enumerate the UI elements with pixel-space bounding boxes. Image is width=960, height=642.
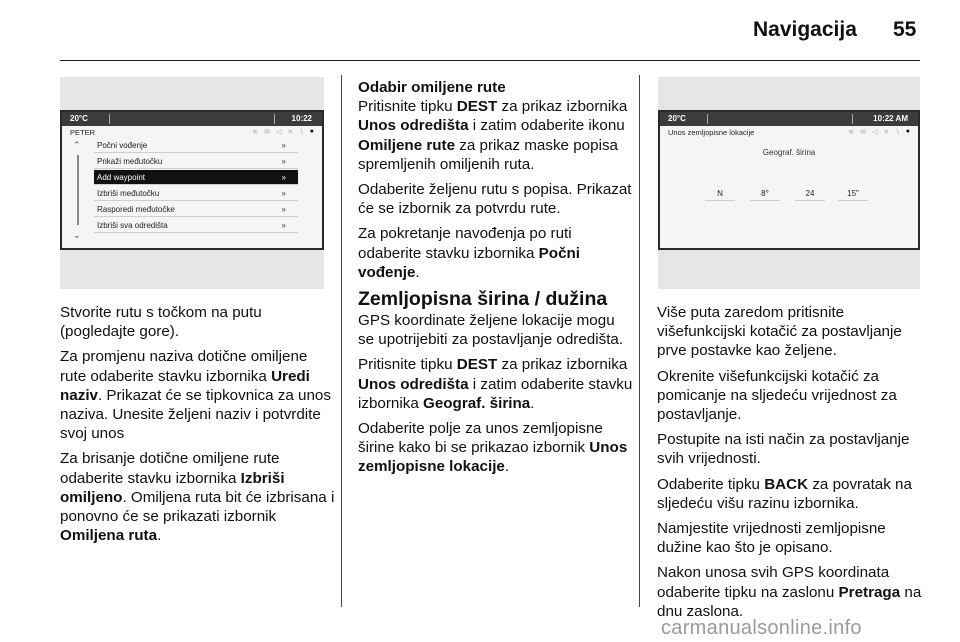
text: Pritisnite tipku (358, 356, 457, 374)
paragraph (60, 347, 335, 443)
menu-item[interactable] (94, 154, 298, 169)
menu-item[interactable] (94, 202, 298, 217)
status-icons (252, 128, 314, 136)
text: Odaberite polje za unos zemljopisne širine kako bi se prikazao izbornik (358, 420, 603, 457)
menu-item[interactable] (94, 218, 298, 233)
navigation-icon: ● (309, 128, 314, 135)
menu-term: Unos zemljopisne lokacije (358, 439, 628, 476)
screen-title: Unos zemljopisne lokacije (668, 128, 755, 137)
menu-item[interactable] (94, 186, 298, 201)
chevron-right-icon: » (281, 157, 286, 166)
paragraph (358, 97, 633, 174)
paragraph (657, 303, 925, 361)
key-term: DEST (456, 98, 498, 116)
text: Pritisnite tipku (358, 98, 457, 116)
section-heading: Zemljopisna širina / dužina (358, 288, 608, 311)
paragraph (358, 419, 633, 477)
menu-term: Geograf. širina (423, 394, 531, 412)
text: . (157, 527, 162, 545)
coordinate-field-hemisphere[interactable]: N (705, 189, 735, 201)
text: Za brisanje dotične omiljene rute odaberite stavku izbornika (60, 450, 280, 487)
menu-term: Izbriši omiljeno (60, 469, 285, 506)
text: na dnu zaslona. (657, 583, 922, 620)
column-2 (358, 78, 633, 483)
paragraph (358, 180, 633, 218)
paragraph (358, 224, 633, 282)
paragraph (657, 563, 925, 621)
phone-crossed-icon: ✕ (883, 129, 890, 136)
text: Za promjenu naziva dotične omiljene rute odaberite stavku izbornika (60, 348, 308, 385)
menu-item-label: Prikaži međutočku (97, 157, 163, 166)
coordinate-field-minutes[interactable]: 24 (795, 189, 825, 201)
menu-term: Uredi naziv (60, 367, 310, 404)
text: i zatim odaberite stavku izbornika (358, 375, 633, 412)
infotainment-screen-menu (60, 110, 324, 250)
status-bar (62, 112, 322, 126)
text: i zatim odaberite ikonu (468, 117, 625, 135)
menu-item-label: Rasporedi međutočke (97, 205, 175, 214)
text: Odaberite željenu rutu s popisa. Prikazat će se izbornik za potvrdu rute. (358, 181, 632, 218)
paragraph (358, 355, 633, 413)
menu-term: Počni vođenje (358, 244, 581, 281)
menu-item-label: Izbriši međutočku (97, 189, 160, 198)
mute-icon: ∖ (299, 129, 304, 136)
menu-term: Unos odredišta (358, 375, 469, 393)
screenshot-panel-menu (60, 77, 324, 289)
menu-term: Omiljena ruta (60, 527, 158, 545)
text: . (530, 394, 535, 412)
menu-term: Omiljene rute (358, 136, 456, 154)
status-separator (707, 114, 708, 124)
text: Odaberite tipku (657, 475, 765, 493)
clock-readout: 10:22 AM (873, 114, 908, 123)
text: Namjestite vrijednosti zemljopisne dužine kao što je opisano. (657, 520, 886, 557)
coordinate-field-degrees[interactable]: 8° (750, 189, 780, 201)
temperature-readout: 20°C (70, 114, 88, 123)
text: za prikaz izbornika (497, 98, 628, 116)
text: Postupite na isti način za postavljanje svih vrijednosti. (657, 431, 910, 468)
paragraph (657, 475, 925, 513)
column-divider-2 (639, 75, 640, 607)
page-number: 55 (893, 18, 917, 41)
status-separator (852, 114, 853, 124)
paragraph (60, 449, 335, 545)
infotainment-screen-coordinates (658, 110, 920, 250)
scroll-up-icon[interactable]: ⌃ (73, 140, 81, 150)
column-1 (60, 303, 335, 551)
scroll-down-icon[interactable]: ⌄ (73, 230, 81, 240)
menu-term: Unos odredišta (358, 117, 469, 135)
chevron-right-icon: » (281, 189, 286, 198)
key-term: BACK (764, 475, 809, 493)
page-header-title: Navigacija (753, 18, 857, 41)
text: za prikaz maske popisa spremljenih omiljenih ruta. (358, 136, 618, 173)
status-icons (848, 128, 910, 136)
paragraph (358, 311, 633, 349)
text: za prikaz izbornika (497, 356, 628, 374)
message-icon: ✉ (860, 129, 867, 136)
text: Više puta zaredom pritisnite višefunkcijski kotačić za postavljanje prve postavke kao željene. (657, 304, 902, 360)
screen-title: PETER (70, 128, 96, 137)
volume-icon: ◁ (276, 129, 282, 136)
chevron-right-icon: » (281, 205, 286, 214)
wifi-icon: ≋ (252, 129, 259, 136)
column-3 (657, 303, 925, 627)
volume-icon: ◁ (872, 129, 878, 136)
screenshot-panel-coordinates (658, 77, 920, 289)
text: . Prikazat će se tipkovnica za unos naziva. Unesite željeni naziv i potvrdite svoj unos (60, 386, 331, 443)
text: Nakon unosa svih GPS koordinata odaberite tipku na zaslonu (657, 564, 890, 601)
text: . Omiljena ruta bit će izbrisana i ponovno će se prikazati izbornik (60, 488, 335, 526)
coordinate-field-seconds[interactable]: 15" (838, 189, 868, 201)
status-separator (274, 114, 275, 124)
chevron-right-icon: » (281, 173, 286, 182)
chevron-right-icon: » (281, 141, 286, 150)
text: za povratak na sljedeću višu razinu izbornika. (657, 475, 912, 512)
coordinate-label: Geograf. širina (762, 148, 816, 157)
mute-icon: ∖ (895, 129, 900, 136)
message-icon: ✉ (264, 129, 271, 136)
navigation-icon: ● (905, 128, 910, 135)
menu-item[interactable] (94, 138, 298, 153)
status-bar (660, 112, 918, 126)
chevron-right-icon: » (281, 221, 286, 230)
text: GPS koordinate željene lokacije mogu se upotrijebiti za postavljanje odredišta. (358, 312, 624, 349)
key-term: DEST (456, 356, 498, 374)
key-term: Pretraga (838, 583, 901, 601)
paragraph (60, 303, 335, 341)
text: . (504, 458, 510, 476)
wifi-icon: ≋ (848, 129, 855, 136)
scrollbar[interactable] (77, 155, 79, 225)
header-rule (60, 60, 920, 61)
menu-item-label: Počni vođenje (97, 141, 148, 150)
text: . (415, 263, 420, 281)
subheading: Odabir omiljene rute (358, 79, 506, 96)
menu-item-label: Izbriši sva odredišta (97, 221, 168, 230)
paragraph (657, 367, 925, 425)
paragraph (657, 430, 925, 468)
status-separator (109, 114, 110, 124)
column-divider-1 (341, 75, 342, 607)
menu-item-label: Add waypoint (97, 173, 146, 182)
paragraph (657, 519, 925, 557)
temperature-readout: 20°C (668, 114, 686, 123)
watermark: carmanualsonline.info (661, 617, 862, 639)
text: Okrenite višefunkcijski kotačić za pomicanje na sljedeću vrijednost za postavljanje. (657, 367, 897, 424)
text: Za pokretanje navođenja po ruti odaberite stavku izbornika (358, 225, 572, 262)
clock-readout: 10:22 (291, 114, 312, 123)
menu-item[interactable] (94, 170, 298, 185)
text: Stvorite rutu s točkom na putu (pogledajte gore). (60, 304, 262, 341)
phone-crossed-icon: ✕ (287, 129, 294, 136)
